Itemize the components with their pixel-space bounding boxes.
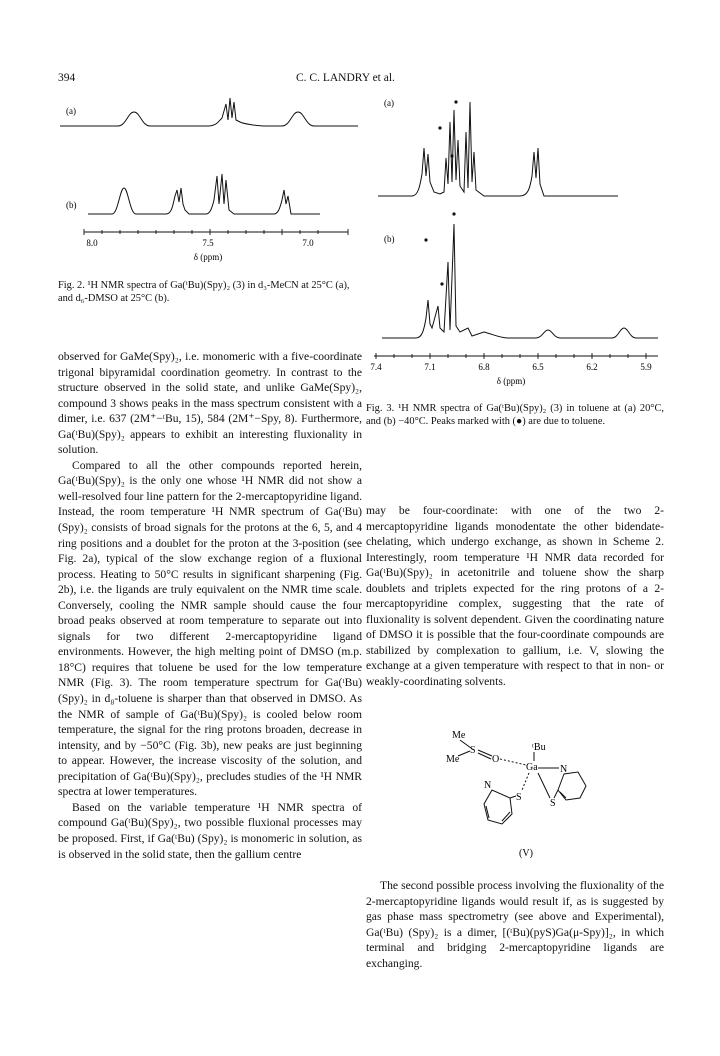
left-paragraph-3: Based on the variable temperature ¹H NMR spectra of compound Ga(ᵗBu)(Spy)₂, two possible fluxional processes may be proposed. First, if Ga(ᵗBu) (Spy)₂ is monomeric in solution, as is observed in the solid state, then the gallium centre (58, 800, 362, 861)
fig2-trace-a-label: (a) (66, 106, 76, 116)
atom-n-right: N (560, 764, 568, 775)
right-column-lower (366, 878, 664, 971)
page-number: 394 (58, 72, 76, 84)
fig3-trace-b (382, 224, 658, 338)
atom-me-top: Me (452, 730, 466, 741)
left-paragraph-1: observed for GaMe(Spy)₂, i.e. monomeric with a five-coordinate trigonal bipyramidal coordination geometry. In contrast to the structure observed in the solid state, and unlike GaMe(Spy)₂, compound 3 shows peaks in the mass spectrum consistent with a dimer, i.e. 637 (2M⁺−ᵗBu, 15), 584 (2M⁺−Spy, 8). Furthermore, Ga(ᵗBu)(Spy)₂ appears to exhibit an interesting fluxionality in solution. (58, 350, 362, 457)
fig3-axis (374, 353, 658, 359)
atom-tbu: ᵗBu (532, 742, 546, 753)
fig2-trace-b (88, 174, 320, 214)
fig2-tick-2: 7.0 (302, 238, 314, 248)
fig2-spectra (58, 92, 364, 264)
fig2-tick-1: 7.5 (202, 238, 214, 248)
fig3-caption: Fig. 3. ¹H NMR spectra of Ga(ᵗBu)(Spy)₂ (3) in toluene at (a) 20°C, and (b) −40°C. Peaks marked with (●) are due to toluene. (366, 403, 664, 428)
structure-v-label: (V) (519, 848, 533, 859)
fig3-trace-a (378, 102, 618, 196)
fig3-tick-1: 7.1 (424, 362, 436, 372)
fig2-trace-a (60, 98, 358, 126)
atom-o: O (492, 754, 500, 765)
running-title: C. C. LANDRY et al. (296, 72, 395, 84)
left-paragraph-2: Compared to all the other compounds reported herein, Ga(ᵗBu)(Spy)₂ is the only one whose ¹H NMR did not show a well-resolved four line pattern for the 2-mercaptopyridine ligand. Instead, the room temperature ¹H NMR spectrum of Ga(ᵗBu)(Spy)₂ consists of broad signals for the protons at the 6, 5, and 4 ring positions and a doublet for the proton at the 3-position (see Fig. 2a), typical of the slow exchange region of a fluxional process. Heating to 50°C results in significant sharpening (Fig. 2b), i.e. the ligands are truly equivalent on the NMR time scale. Conversely, cooling the NMR sample should cause the four broad peaks observed at room temperature to separate out into signals for two different 2-mercaptopyridine ligand environments. However, the high melting point of DMSO (m.p. 18°C) requires that toluene be used for the low temperature NMR (Fig. 3). The room temperature spectrum for Ga(ᵗBu)(Spy)₂ in d₈-toluene is sharper than that observed in DMSO. As the NMR of sample of Ga(ᵗBu)(Spy)₂ is cooled below room temperature, the signal for the ring protons broaden, decrease in intensity, and by −50°C (Fig. 3b), new peaks are just beginning to appear. However, the increase viscosity of the solution, and precipitation of Ga(ᵗBu)(Spy)₂, precludes studies of the ¹H NMR spectra at lower temperatures. (58, 458, 362, 799)
right-paragraph-2: The second possible process involving the fluxionality of the 2-mercaptopyridine ligands would result if, as is suggested by gas phase mass spectrometry (see above and Experimental), Ga(ᵗBu) (Spy)₂ is a dimer, [(ᵗBu)(pyS)Ga(μ-Spy)]₂, in which terminal and bridging 2-mercaptopyridine ligands are exchanging. (366, 879, 664, 970)
left-column (58, 349, 362, 862)
fig3-tick-2: 6.8 (478, 362, 490, 372)
atom-ga: Ga (526, 762, 538, 773)
fig2-xlabel: δ (ppm) (193, 252, 223, 262)
fig3-tick-3: 6.5 (532, 362, 544, 372)
fig3-tick-4: 6.2 (586, 362, 598, 372)
fig2-axis (84, 229, 348, 235)
atom-s-right: S (550, 798, 556, 809)
fig2-caption: Fig. 2. ¹H NMR spectra of Ga(ᵗBu)(Spy)₂ (3) in d₃-MeCN at 25°C (a), and d₆-DMSO at 25°C (b). (58, 280, 350, 305)
right-column-upper (366, 503, 664, 690)
atom-me-left: Me (446, 754, 460, 765)
atom-n-left: N (484, 780, 492, 791)
fig3-trace-b-label: (b) (384, 234, 395, 244)
right-paragraph-1: may be four-coordinate: with one of the two 2-mercaptopyridine ligands monodentate the other bidendate-chelating, which undergo exchange, as shown in Scheme 2. Interestingly, room temperature ¹H NMR data recorded for Ga(ᵗBu)(Spy)₂ in acetonitrile and toluene show the sharp doublets and triplets expected for the ring protons of a 2-mercaptopyridine complex, suggesting that the rate of fluxionality is solvent dependent. Given the coordinating nature of DMSO it is possible that the four-coordinate compounds are stabilized by complexation to gallium, i.e. V, slowing the exchange at a given temperature with respect to that in non- or weakly-coordinating solvents. (366, 504, 664, 689)
fig3-tick-0: 7.4 (370, 362, 382, 372)
atom-s-sulfoxide: S (470, 745, 476, 756)
fig3-spectra (368, 92, 668, 392)
fig3-trace-a-label: (a) (384, 98, 394, 108)
fig3-tick-5: 5.9 (640, 362, 652, 372)
fig3-xlabel: δ (ppm) (496, 376, 526, 386)
fig2-tick-0: 8.0 (86, 238, 98, 248)
atom-s-left: S (516, 792, 522, 803)
structure-v-drawing (440, 728, 610, 860)
fig2-trace-b-label: (b) (66, 200, 77, 210)
